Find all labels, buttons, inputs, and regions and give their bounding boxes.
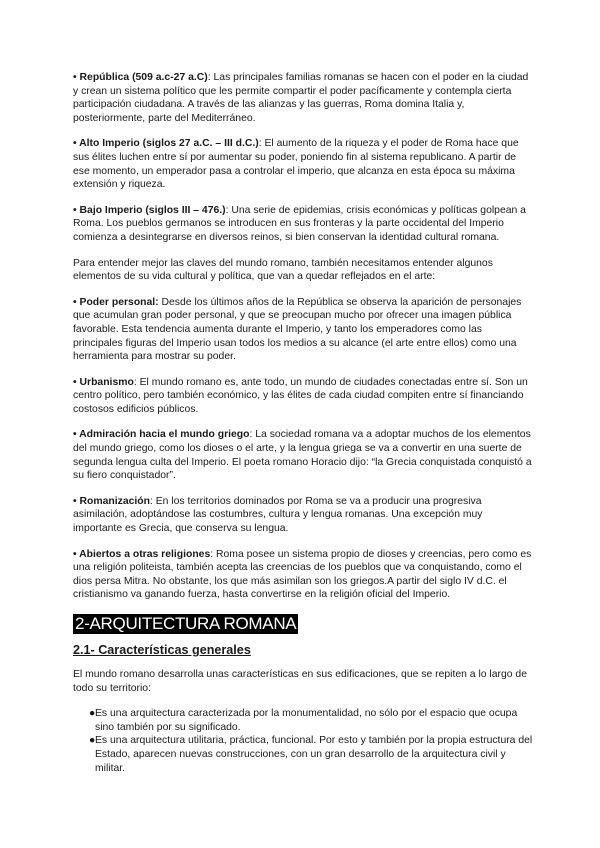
list-item: ● Es una arquitectura caracterizada por la monumentalidad, no sólo por el espacio que ocupa sino también por su significado. [89, 708, 518, 733]
bullet-icon: ● [89, 708, 96, 720]
concept-poder-personal: • Poder personal: Desde los últimos años de la República se observa la aparición de personajes que acumulan gran poder personal, y que se preocupan mucho por ofrecer una imagen pública favorable. Esta tendencia aumenta durante el Imperio, y tanto los emperadores como las principales figuras del Imperio usan todos los medios a su alcance (el arte entre ellos) como una herramienta para mostrar su poder. [73, 296, 522, 363]
list-item: ● Es una arquitectura utilitaria, práctica, funcional. Por esto y también por la propia estructura del Estado, aparecen nuevas construcciones, con un gran desarrollo de la arquitectura civil y militar. [89, 735, 533, 774]
section-heading-wrap [73, 614, 533, 634]
period-term: • Bajo Imperio (siglos III – 476.) [73, 204, 226, 216]
section-heading: 2-ARQUITECTURA ROMANA [75, 614, 297, 633]
concept-urbanismo: • Urbanismo: El mundo romano es, ante todo, un mundo de ciudades conectadas entre sí. Son un centro político, pero también económico, y las élites de cada ciudad compiten entre sí financiando costosos edificios públicos. [73, 376, 528, 415]
concept-term: • Abiertos a otras religiones [73, 548, 211, 560]
bullet-icon: ● [89, 735, 96, 747]
subsection-intro: El mundo romano desarrolla unas características en sus edificaciones, que se repiten a lo largo de todo su territorio: [73, 669, 527, 694]
period-bajo-imperio: • Bajo Imperio (siglos III – 476.): Una serie de epidemias, crisis económicas y políticas golpean a Roma. Los pueblos germanos se introducen en sus fronteras y la parte occidental del Imperio comienza a desintegrarse en diversos reinos, si bien conservan la identidad cultural romana. [73, 204, 526, 243]
subsection-heading: 2.1- Características generales [73, 643, 251, 657]
concept-term: • Romanización [73, 495, 150, 507]
period-republica: • República (509 a.c-27 a.C): Las principales familias romanas se hacen con el poder en la ciudad y crean un sistema político que les permite compartir el poder pacíficamente y contempla cierta participación ciudadana. A través de las alianzas y las guerras, Roma domina Italia y, posteriormente, parte del Mediterráneo. [73, 72, 529, 124]
intro-paragraph: Para entender mejor las claves del mundo romano, también necesitamos entender algunos elementos de su vida cultural y política, que van a quedar reflejados en el arte: [73, 257, 493, 283]
concept-term: • Admiración hacia el mundo griego [73, 429, 250, 441]
concept-religiones: • Abiertos a otras religiones: Roma posee un sistema propio de dioses y creencias, pero como es una religión politeista, también acepta las creencias de los pueblos que va conquistando, como el dios persa Mitra. No obstante, los que más asimilan son los griegos.A partir del siglo IV d.C. el cristianismo va ganando fuerza, hasta convertirse en la religión oficial del Imperio. [73, 548, 532, 601]
concept-romanizacion: • Romanización: En los territorios dominados por Roma se va a producir una progresiva asimilación, adoptándose las costumbres, cultura y lengua romanas. Una excepción muy importante es Grecia, que conserva su lengua. [73, 495, 483, 535]
period-term: • Alto Imperio (siglos 27 a.C. – III d.C.) [73, 138, 259, 150]
concept-admiracion-griego: • Admiración hacia el mundo griego: La sociedad romana va a adoptar muchos de los elementos del mundo griego, como los dioses o el arte, y la lengua griega se va a convertir en una suerte de segunda lengua culta del Imperio. El poeta romano Horacio dijo: “la Grecia conquistada conquistó a su fiero conquistador”. [73, 429, 532, 482]
period-alto-imperio: • Alto Imperio (siglos 27 a.C. – III d.C.): El aumento de la riqueza y el poder de Roma hace que sus élites luchen entre sí por aumentar su poder, poniendo fin al sistema republicano. A partir de ese momento, un emperador pasa a controlar el imperio, que alcanza en esta época su máxima extensión y riqueza. [73, 138, 519, 191]
period-term: • República (509 a.c-27 a.C) [73, 72, 208, 83]
concept-term: • Urbanismo [73, 376, 134, 388]
concept-term: • Poder personal: [73, 296, 159, 308]
document-page [73, 71, 533, 775]
characteristics-list [73, 707, 533, 775]
